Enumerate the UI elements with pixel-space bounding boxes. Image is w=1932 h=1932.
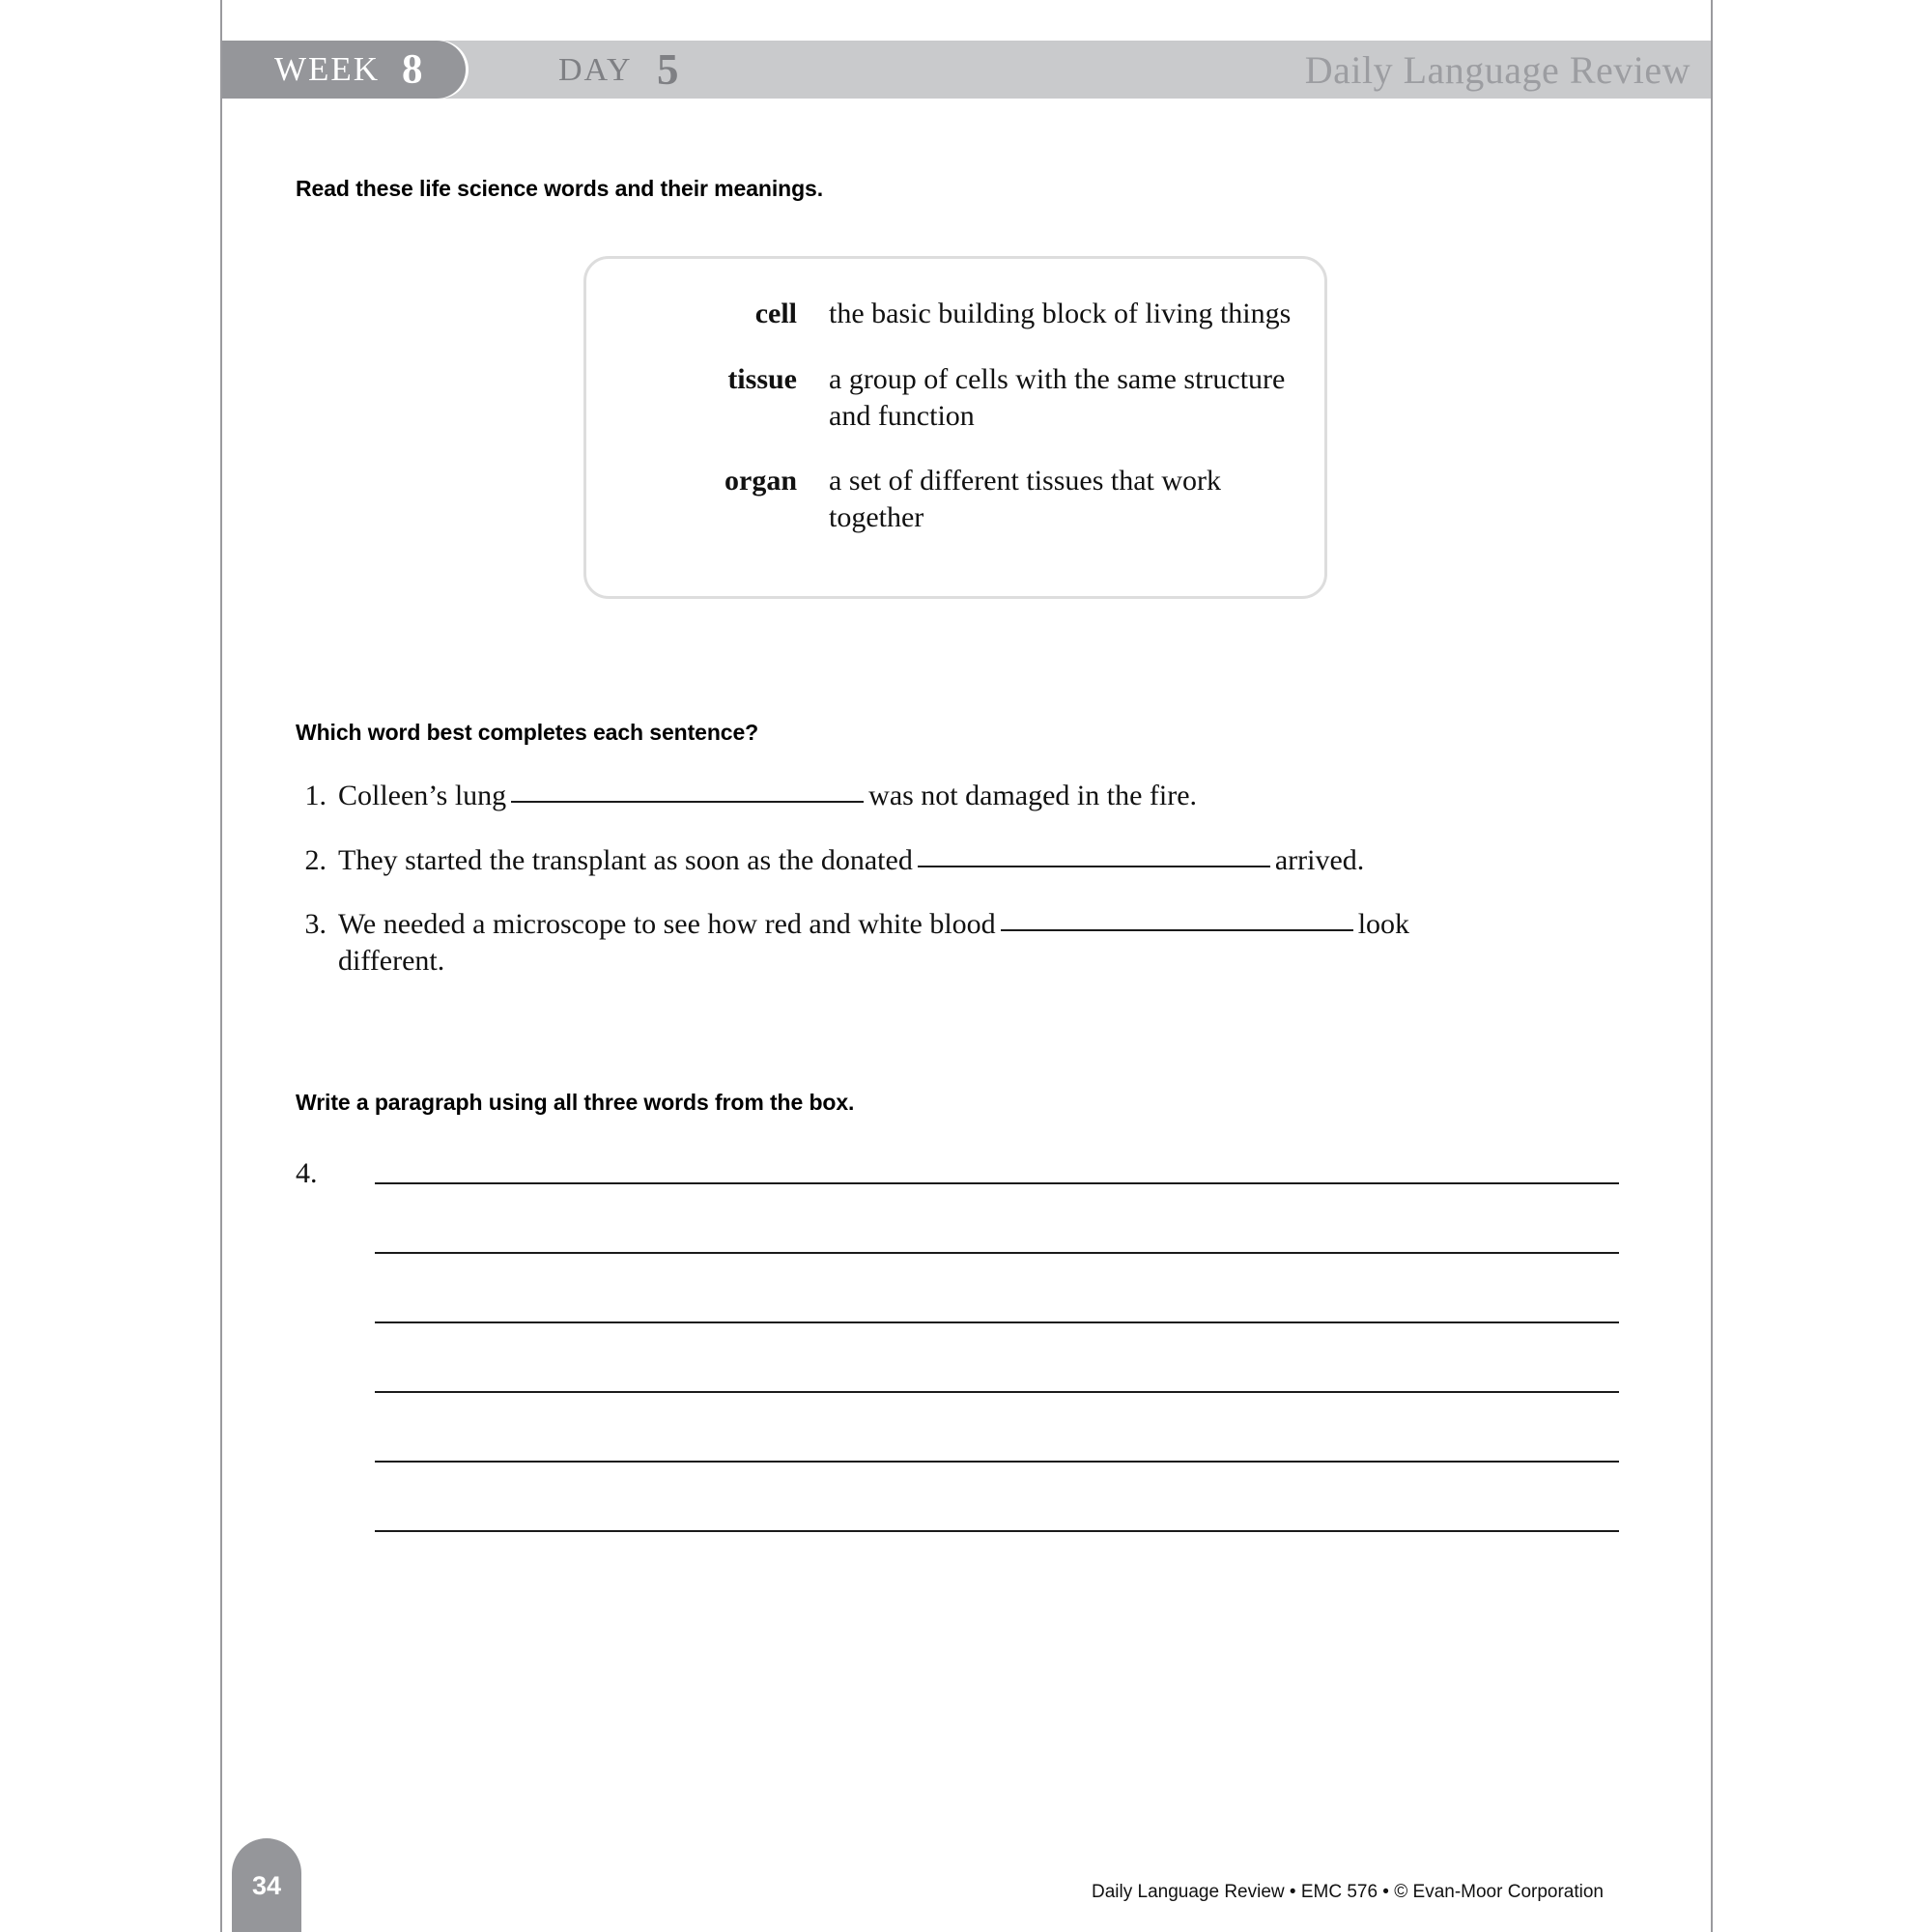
answer-blank[interactable] [918, 866, 1270, 867]
word-definition: a group of cells with the same structure and function [829, 362, 1286, 432]
writing-line[interactable] [375, 1530, 1619, 1532]
instruction-which-word: Which word best completes each sentence? [296, 720, 759, 745]
writing-line[interactable] [375, 1461, 1619, 1463]
writing-line[interactable] [375, 1182, 1619, 1184]
question-number: 2. [304, 844, 327, 876]
writing-line[interactable] [375, 1321, 1619, 1323]
question-text-before: They started the transplant as soon as the donated [338, 844, 913, 876]
day-label: DAY [558, 52, 633, 88]
word-entry [673, 463, 1292, 536]
question-body [338, 906, 1503, 980]
question-item [296, 842, 1503, 879]
writing-item-number: 4. [296, 1157, 318, 1189]
question-text-after: arrived. [1274, 844, 1365, 876]
word-term: organ [724, 465, 797, 497]
word-term: tissue [727, 362, 797, 395]
question-text-before: We needed a microscope to see how red and white blood [338, 908, 996, 940]
word-entry [673, 361, 1292, 435]
question-body [338, 778, 1435, 814]
answer-blank[interactable] [511, 801, 864, 803]
word-definition-box [583, 256, 1327, 599]
instruction-write-paragraph: Write a paragraph using all three words from the box. [296, 1090, 855, 1115]
writing-line[interactable] [375, 1391, 1619, 1393]
word-entry [673, 296, 1292, 332]
footer-credit: Daily Language Review • EMC 576 • © Evan-Moor Corporation [1092, 1882, 1604, 1902]
page-number-tab [232, 1838, 301, 1932]
week-label: WEEK [274, 50, 381, 88]
day-number: 5 [657, 45, 679, 94]
word-definition: the basic building block of living things [829, 298, 1292, 329]
instruction-read-words: Read these life science words and their meanings. [296, 176, 823, 201]
word-definition: a set of different tissues that work together [829, 465, 1222, 534]
question-body [338, 842, 1503, 879]
question-text-after: look different. [338, 908, 1410, 978]
question-text-before: Colleen’s lung [338, 780, 507, 811]
page-number-label: 34 [251, 1871, 282, 1900]
question-item [296, 778, 1435, 814]
answer-blank[interactable] [1001, 929, 1353, 931]
word-term: cell [754, 298, 797, 329]
page-title: Daily Language Review [1304, 48, 1690, 92]
writing-line[interactable] [375, 1252, 1619, 1254]
week-pill [222, 41, 466, 99]
question-item [296, 906, 1503, 980]
question-number: 1. [304, 780, 327, 811]
week-number: 8 [402, 46, 423, 93]
word-definition-list [673, 296, 1292, 536]
question-text-after: was not damaged in the fire. [868, 780, 1198, 811]
question-number: 3. [304, 908, 327, 940]
